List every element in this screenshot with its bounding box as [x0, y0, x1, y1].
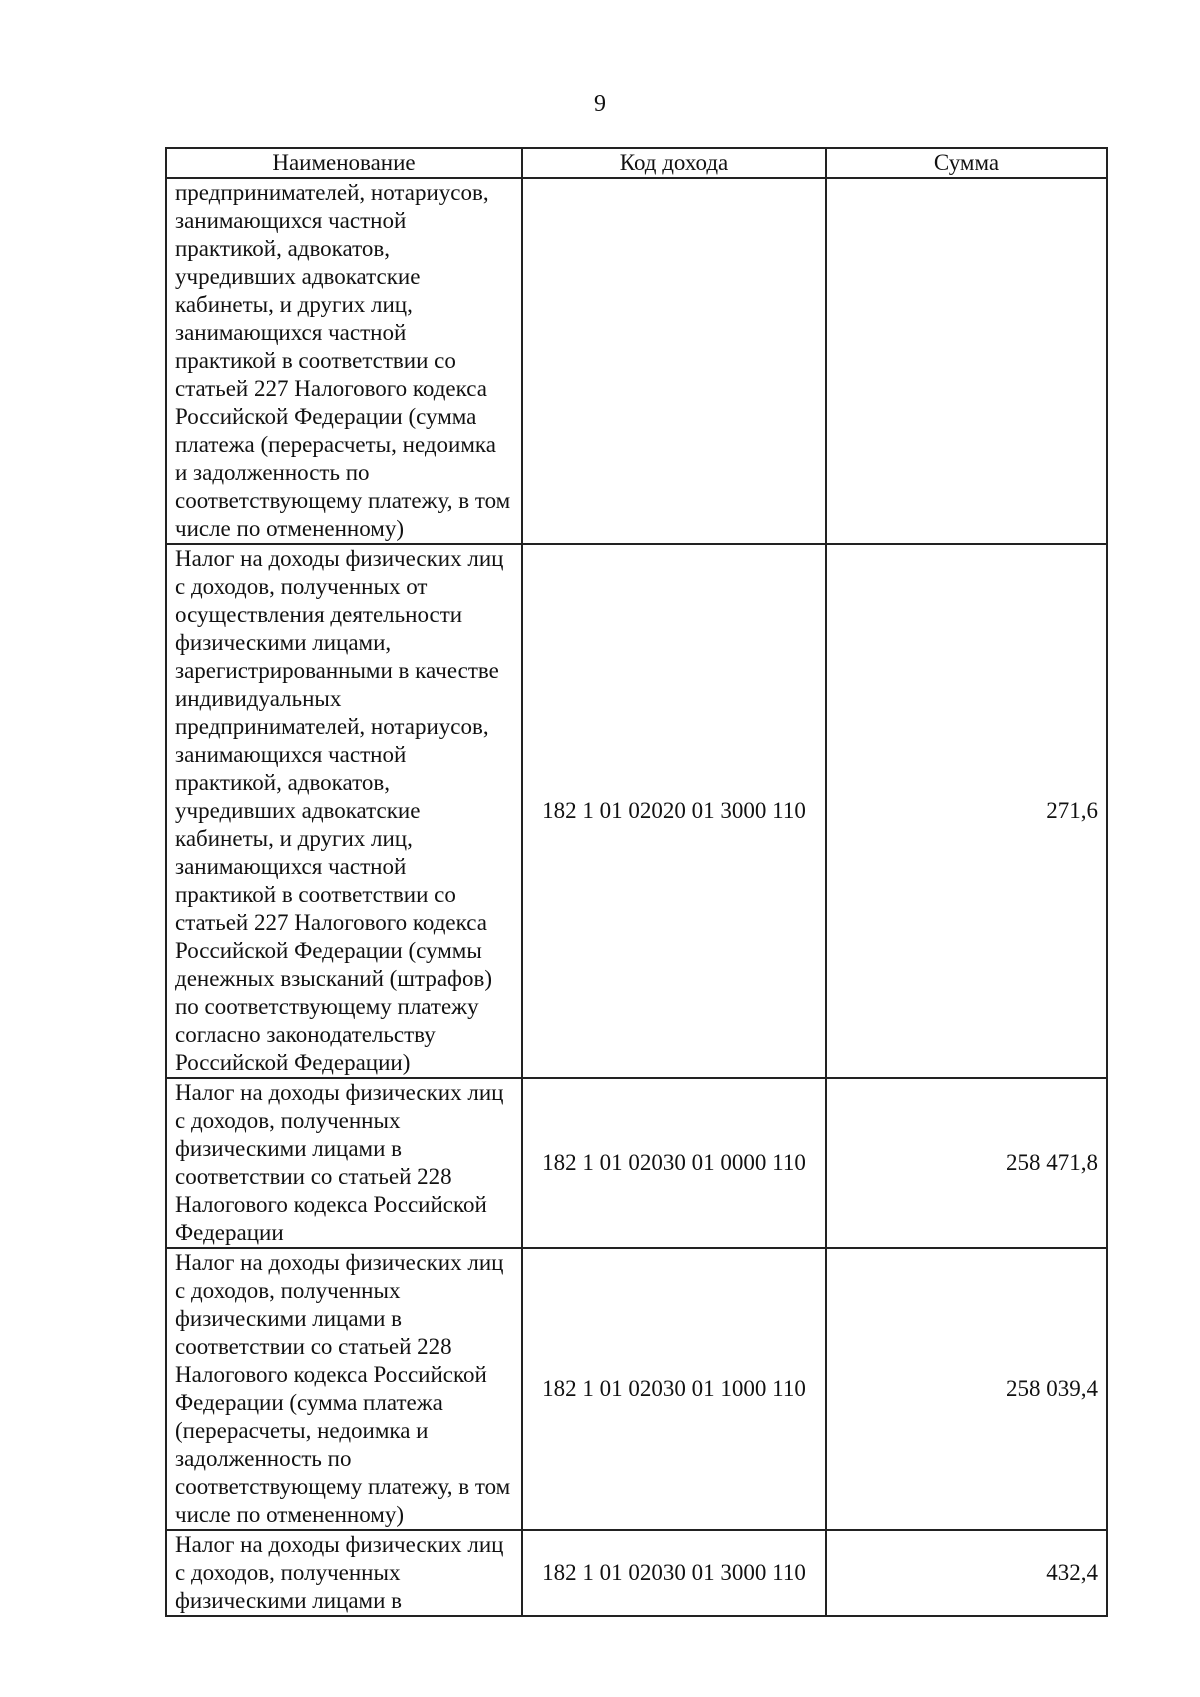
column-header-sum: Сумма	[826, 148, 1107, 178]
row-code-cell: 182 1 01 02030 01 3000 110	[522, 1530, 826, 1616]
row-code-cell: 182 1 01 02020 01 3000 110	[522, 544, 826, 1078]
table-body	[166, 178, 1107, 1616]
table-row	[166, 1530, 1107, 1616]
row-sum-cell: 258 039,4	[826, 1248, 1107, 1530]
row-sum-cell: 258 471,8	[826, 1078, 1107, 1248]
row-name-cell: Налог на доходы физических лиц с доходов, полученных физическими лицами в	[166, 1530, 522, 1616]
revenue-table	[165, 147, 1108, 1617]
row-code-cell: 182 1 01 02030 01 0000 110	[522, 1078, 826, 1248]
page-number: 9	[594, 91, 606, 117]
row-sum-cell	[826, 178, 1107, 544]
row-name-cell: Налог на доходы физических лиц с доходов, полученных физическими лицами в соответствии со статьей 228 Налогового кодекса Российской Федерации	[166, 1078, 522, 1248]
table-row	[166, 178, 1107, 544]
row-code-cell: 182 1 01 02030 01 1000 110	[522, 1248, 826, 1530]
header-row	[166, 148, 1107, 178]
table-header	[166, 148, 1107, 178]
row-name-cell: Налог на доходы физических лиц с доходов, полученных от осуществления деятельности физическими лицами, зарегистрированными в качестве индивидуальных предпринимателей, нотариусов, занимающихся частной практикой, адвокатов, учредивших адвокатские кабинеты, и других лиц, занимающихся частной практикой в соответствии со статьей 227 Налогового кодекса Российской Федерации (суммы денежных взысканий (штрафов) по соответствующему платежу согласно законодательству Российской Федерации)	[166, 544, 522, 1078]
column-header-code: Код дохода	[522, 148, 826, 178]
row-sum-cell: 432,4	[826, 1530, 1107, 1616]
row-name-cell: Налог на доходы физических лиц с доходов, полученных физическими лицами в соответствии со статьей 228 Налогового кодекса Российской Федерации (сумма платежа (перерасчеты, недоимка и задолженность по соответствующему платежу, в том числе по отмененному)	[166, 1248, 522, 1530]
row-name-cell: предпринимателей, нотариусов, занимающихся частной практикой, адвокатов, учредивших адвокатские кабинеты, и других лиц, занимающихся частной практикой в соответствии со статьей 227 Налогового кодекса Российской Федерации (сумма платежа (перерасчеты, недоимка и задолженность по соответствующему платежу, в том числе по отмененному)	[166, 178, 522, 544]
row-code-cell	[522, 178, 826, 544]
table-row	[166, 1248, 1107, 1530]
column-header-name: Наименование	[166, 148, 522, 178]
table-row	[166, 1078, 1107, 1248]
row-sum-cell: 271,6	[826, 544, 1107, 1078]
table-row	[166, 544, 1107, 1078]
